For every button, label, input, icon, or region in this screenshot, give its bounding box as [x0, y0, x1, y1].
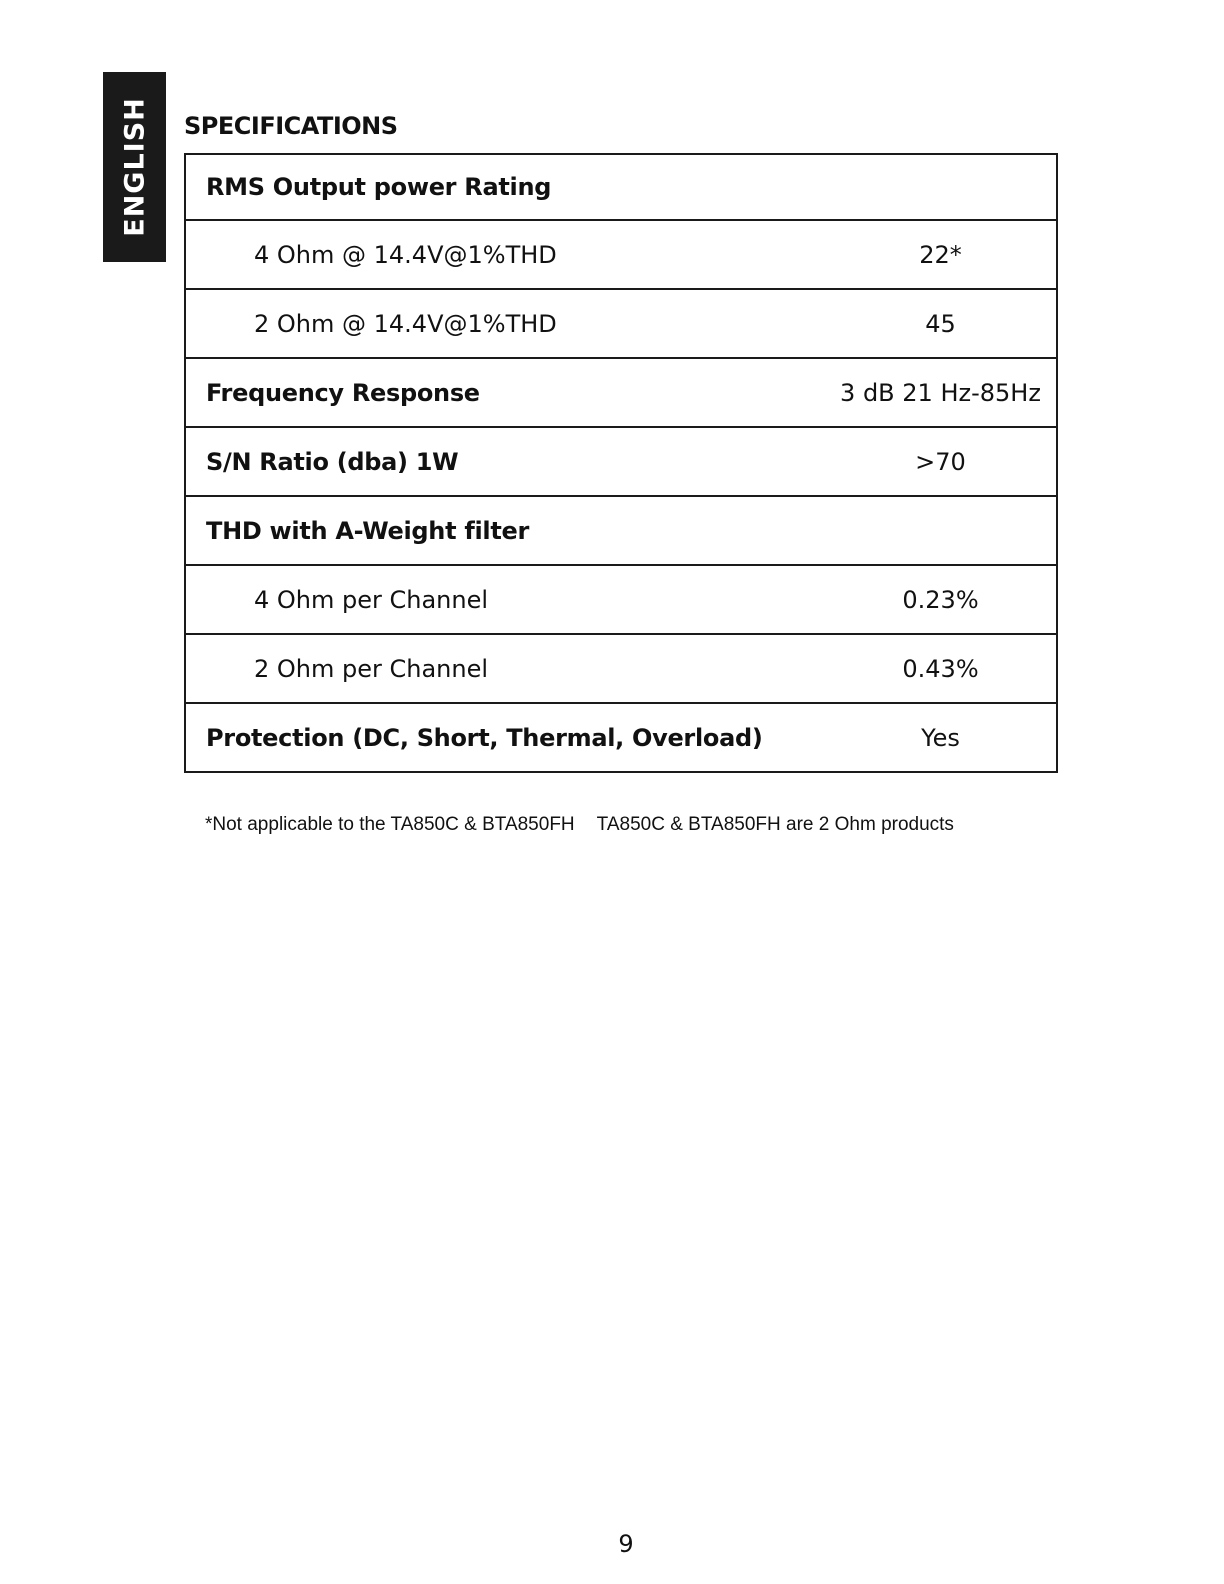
spec-row-thd-2ohm: [185, 634, 1057, 703]
spec-value: 0.23%: [825, 565, 1057, 634]
page-number: 9: [618, 1530, 634, 1558]
language-tab: [103, 72, 166, 262]
spec-row-4ohm-power: [185, 220, 1057, 289]
spec-value: 22*: [825, 220, 1057, 289]
spec-value: Yes: [825, 703, 1057, 772]
spec-label: S/N Ratio (dba) 1W: [185, 427, 825, 496]
section-title: SPECIFICATIONS: [184, 112, 398, 140]
spec-label: Protection (DC, Short, Thermal, Overload): [185, 703, 825, 772]
spec-label: 2 Ohm per Channel: [185, 634, 825, 703]
spec-value: 45: [825, 289, 1057, 358]
spec-label: Frequency Response: [185, 358, 825, 427]
spec-label: 4 Ohm per Channel: [185, 565, 825, 634]
footnote-part-1: *Not applicable to the TA850C & BTA850FH: [205, 814, 575, 835]
spec-row-protection: [185, 703, 1057, 772]
spec-label: RMS Output power Rating: [185, 154, 825, 220]
spec-label: 4 Ohm @ 14.4V@1%THD: [185, 220, 825, 289]
spec-value: 0.43%: [825, 634, 1057, 703]
spec-row-rms-output: [185, 154, 1057, 220]
spec-row-thd-4ohm: [185, 565, 1057, 634]
footnote-part-2: TA850C & BTA850FH are 2 Ohm products: [596, 814, 954, 835]
spec-row-2ohm-power: [185, 289, 1057, 358]
footnote: [205, 814, 954, 836]
spec-label: THD with A-Weight filter: [185, 496, 825, 565]
language-tab-label: ENGLISH: [119, 97, 150, 237]
spec-row-frequency-response: [185, 358, 1057, 427]
spec-row-sn-ratio: [185, 427, 1057, 496]
spec-value: [825, 154, 1057, 220]
spec-value: >70: [825, 427, 1057, 496]
spec-value: 3 dB 21 Hz-85Hz: [825, 358, 1057, 427]
spec-row-thd: [185, 496, 1057, 565]
specifications-table: [184, 153, 1058, 773]
spec-label: 2 Ohm @ 14.4V@1%THD: [185, 289, 825, 358]
spec-value: [825, 496, 1057, 565]
